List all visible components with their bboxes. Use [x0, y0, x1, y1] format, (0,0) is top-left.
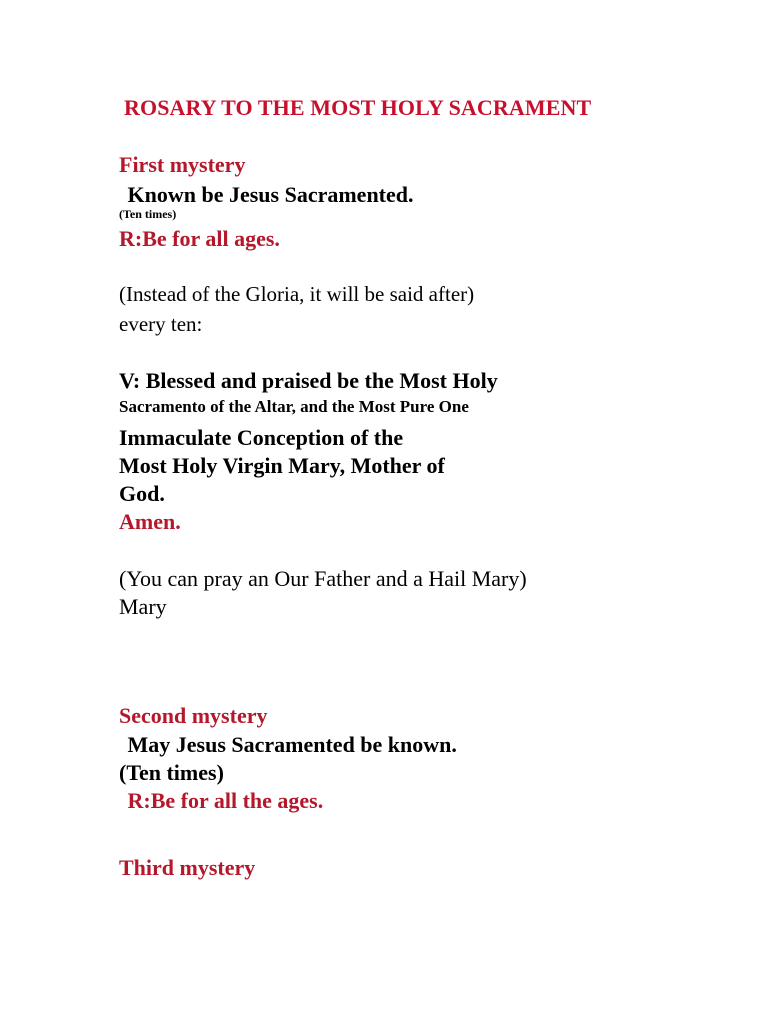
versicle-line2: Sacramento of the Altar, and the Most Pure One	[119, 397, 469, 416]
prayer-note-line1: (You can pray an Our Father and a Hail Mary)	[119, 566, 527, 591]
first-mystery-heading: First mystery	[119, 152, 246, 177]
versicle-line4: Most Holy Virgin Mary, Mother of	[119, 453, 445, 478]
third-mystery-heading: Third mystery	[119, 855, 256, 880]
amen-text: Amen.	[119, 509, 181, 534]
document-title: ROSARY TO THE MOST HOLY SACRAMENT	[124, 95, 592, 120]
second-mystery-response: R:Be for all the ages.	[122, 788, 324, 813]
prayer-note-line2: Mary	[119, 594, 167, 619]
first-mystery-invocation: Known be Jesus Sacramented.	[122, 182, 414, 207]
second-mystery-invocation: May Jesus Sacramented be known.	[122, 732, 457, 757]
first-mystery-repeat-note: (Ten times)	[119, 207, 177, 221]
gloria-instruction-line2: every ten:	[119, 312, 203, 336]
second-mystery-repeat-note: (Ten times)	[119, 760, 224, 785]
versicle-line1: V: Blessed and praised be the Most Holy	[119, 368, 498, 393]
versicle-line5: God.	[119, 481, 165, 506]
second-mystery-heading: Second mystery	[119, 703, 268, 728]
first-mystery-response: R:Be for all ages.	[119, 226, 280, 251]
gloria-instruction-line1: (Instead of the Gloria, it will be said after)	[119, 282, 475, 306]
versicle-line3: Immaculate Conception of the	[119, 425, 404, 450]
